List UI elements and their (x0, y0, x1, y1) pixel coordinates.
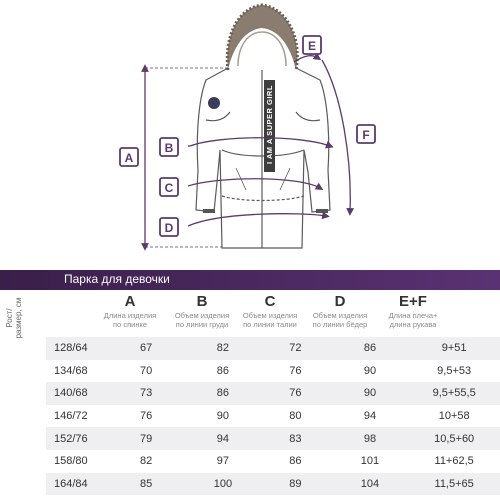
cell-ef: 10+58 (408, 405, 500, 428)
cuff-right (316, 209, 328, 213)
cell-d: 104 (332, 473, 409, 496)
size-cell: 164/84 (46, 473, 106, 496)
column-header-b: B Объем изделия по линии груди (174, 293, 230, 329)
cell-d: 86 (332, 337, 409, 360)
cell-c: 83 (259, 427, 331, 450)
table-title-bar (0, 270, 500, 290)
cell-c: 76 (259, 360, 331, 383)
cell-d: 90 (332, 382, 409, 405)
size-table (46, 337, 500, 495)
garment-print-text: I AM A SUPER GIRL (265, 85, 274, 164)
cell-d: 101 (332, 450, 409, 473)
size-cell: 158/80 (46, 450, 106, 473)
cell-b: 86 (187, 360, 259, 383)
table-row (46, 473, 500, 496)
marker-d (160, 218, 178, 236)
column-header-c: C Объем изделия по линии талии (242, 293, 298, 329)
cell-a: 79 (106, 427, 187, 450)
size-cell: 128/64 (46, 337, 106, 360)
cell-ef: 11+62,5 (408, 450, 500, 473)
cell-b: 90 (187, 405, 259, 428)
svg-text:B: B (164, 141, 174, 155)
sleeve-badge-icon (208, 97, 220, 109)
cell-a: 73 (106, 382, 187, 405)
cell-a: 85 (106, 473, 187, 496)
table-row (46, 337, 500, 360)
cell-b: 94 (187, 427, 259, 450)
svg-text:A: A (124, 151, 134, 165)
marker-b (160, 138, 178, 156)
table-row (46, 427, 500, 450)
cell-c: 76 (259, 382, 331, 405)
table-row (46, 405, 500, 428)
column-header-d: D Объем изделия по линии бёдер (312, 293, 368, 329)
cell-ef: 10,5+60 (408, 427, 500, 450)
cell-ef: 9+51 (408, 337, 500, 360)
table-row (46, 382, 500, 405)
svg-text:D: D (164, 221, 174, 235)
cell-d: 98 (332, 427, 409, 450)
table-title: Парка для девочки (64, 272, 170, 286)
column-header-ef: E+F Длина плеча+ длина рукава (388, 293, 438, 329)
cell-a: 70 (106, 360, 187, 383)
size-header: Рост/ размер, см (5, 297, 23, 339)
cell-c: 89 (259, 473, 331, 496)
svg-text:E: E (307, 39, 317, 53)
cell-b: 100 (187, 473, 259, 496)
marker-a (120, 148, 138, 166)
cell-d: 94 (332, 405, 409, 428)
cell-b: 82 (187, 337, 259, 360)
cell-a: 82 (106, 450, 187, 473)
cell-b: 86 (187, 382, 259, 405)
cell-ef: 9,5+53 (408, 360, 500, 383)
hood-fur (227, 5, 297, 70)
cell-a: 76 (106, 405, 187, 428)
size-cell: 140/68 (46, 382, 106, 405)
parka-outline (196, 68, 330, 248)
cell-c: 72 (259, 337, 331, 360)
cell-ef: 11,5+65 (408, 473, 500, 496)
cell-b: 97 (187, 450, 259, 473)
size-cell: 134/68 (46, 360, 106, 383)
svg-text:F: F (362, 128, 370, 142)
cell-c: 86 (259, 450, 331, 473)
cell-d: 90 (332, 360, 409, 383)
cell-c: 80 (259, 405, 331, 428)
column-header-a: A Длина изделия по спинке (103, 293, 157, 329)
cuff-left (203, 209, 215, 213)
size-cell: 146/72 (46, 405, 106, 428)
svg-text:C: C (164, 181, 174, 195)
size-cell: 152/76 (46, 427, 106, 450)
cell-a: 67 (106, 337, 187, 360)
marker-c (160, 178, 178, 196)
marker-f (357, 125, 375, 143)
table-row (46, 360, 500, 383)
marker-e (303, 36, 321, 54)
table-row (46, 450, 500, 473)
cell-ef: 9,5+55,5 (408, 382, 500, 405)
